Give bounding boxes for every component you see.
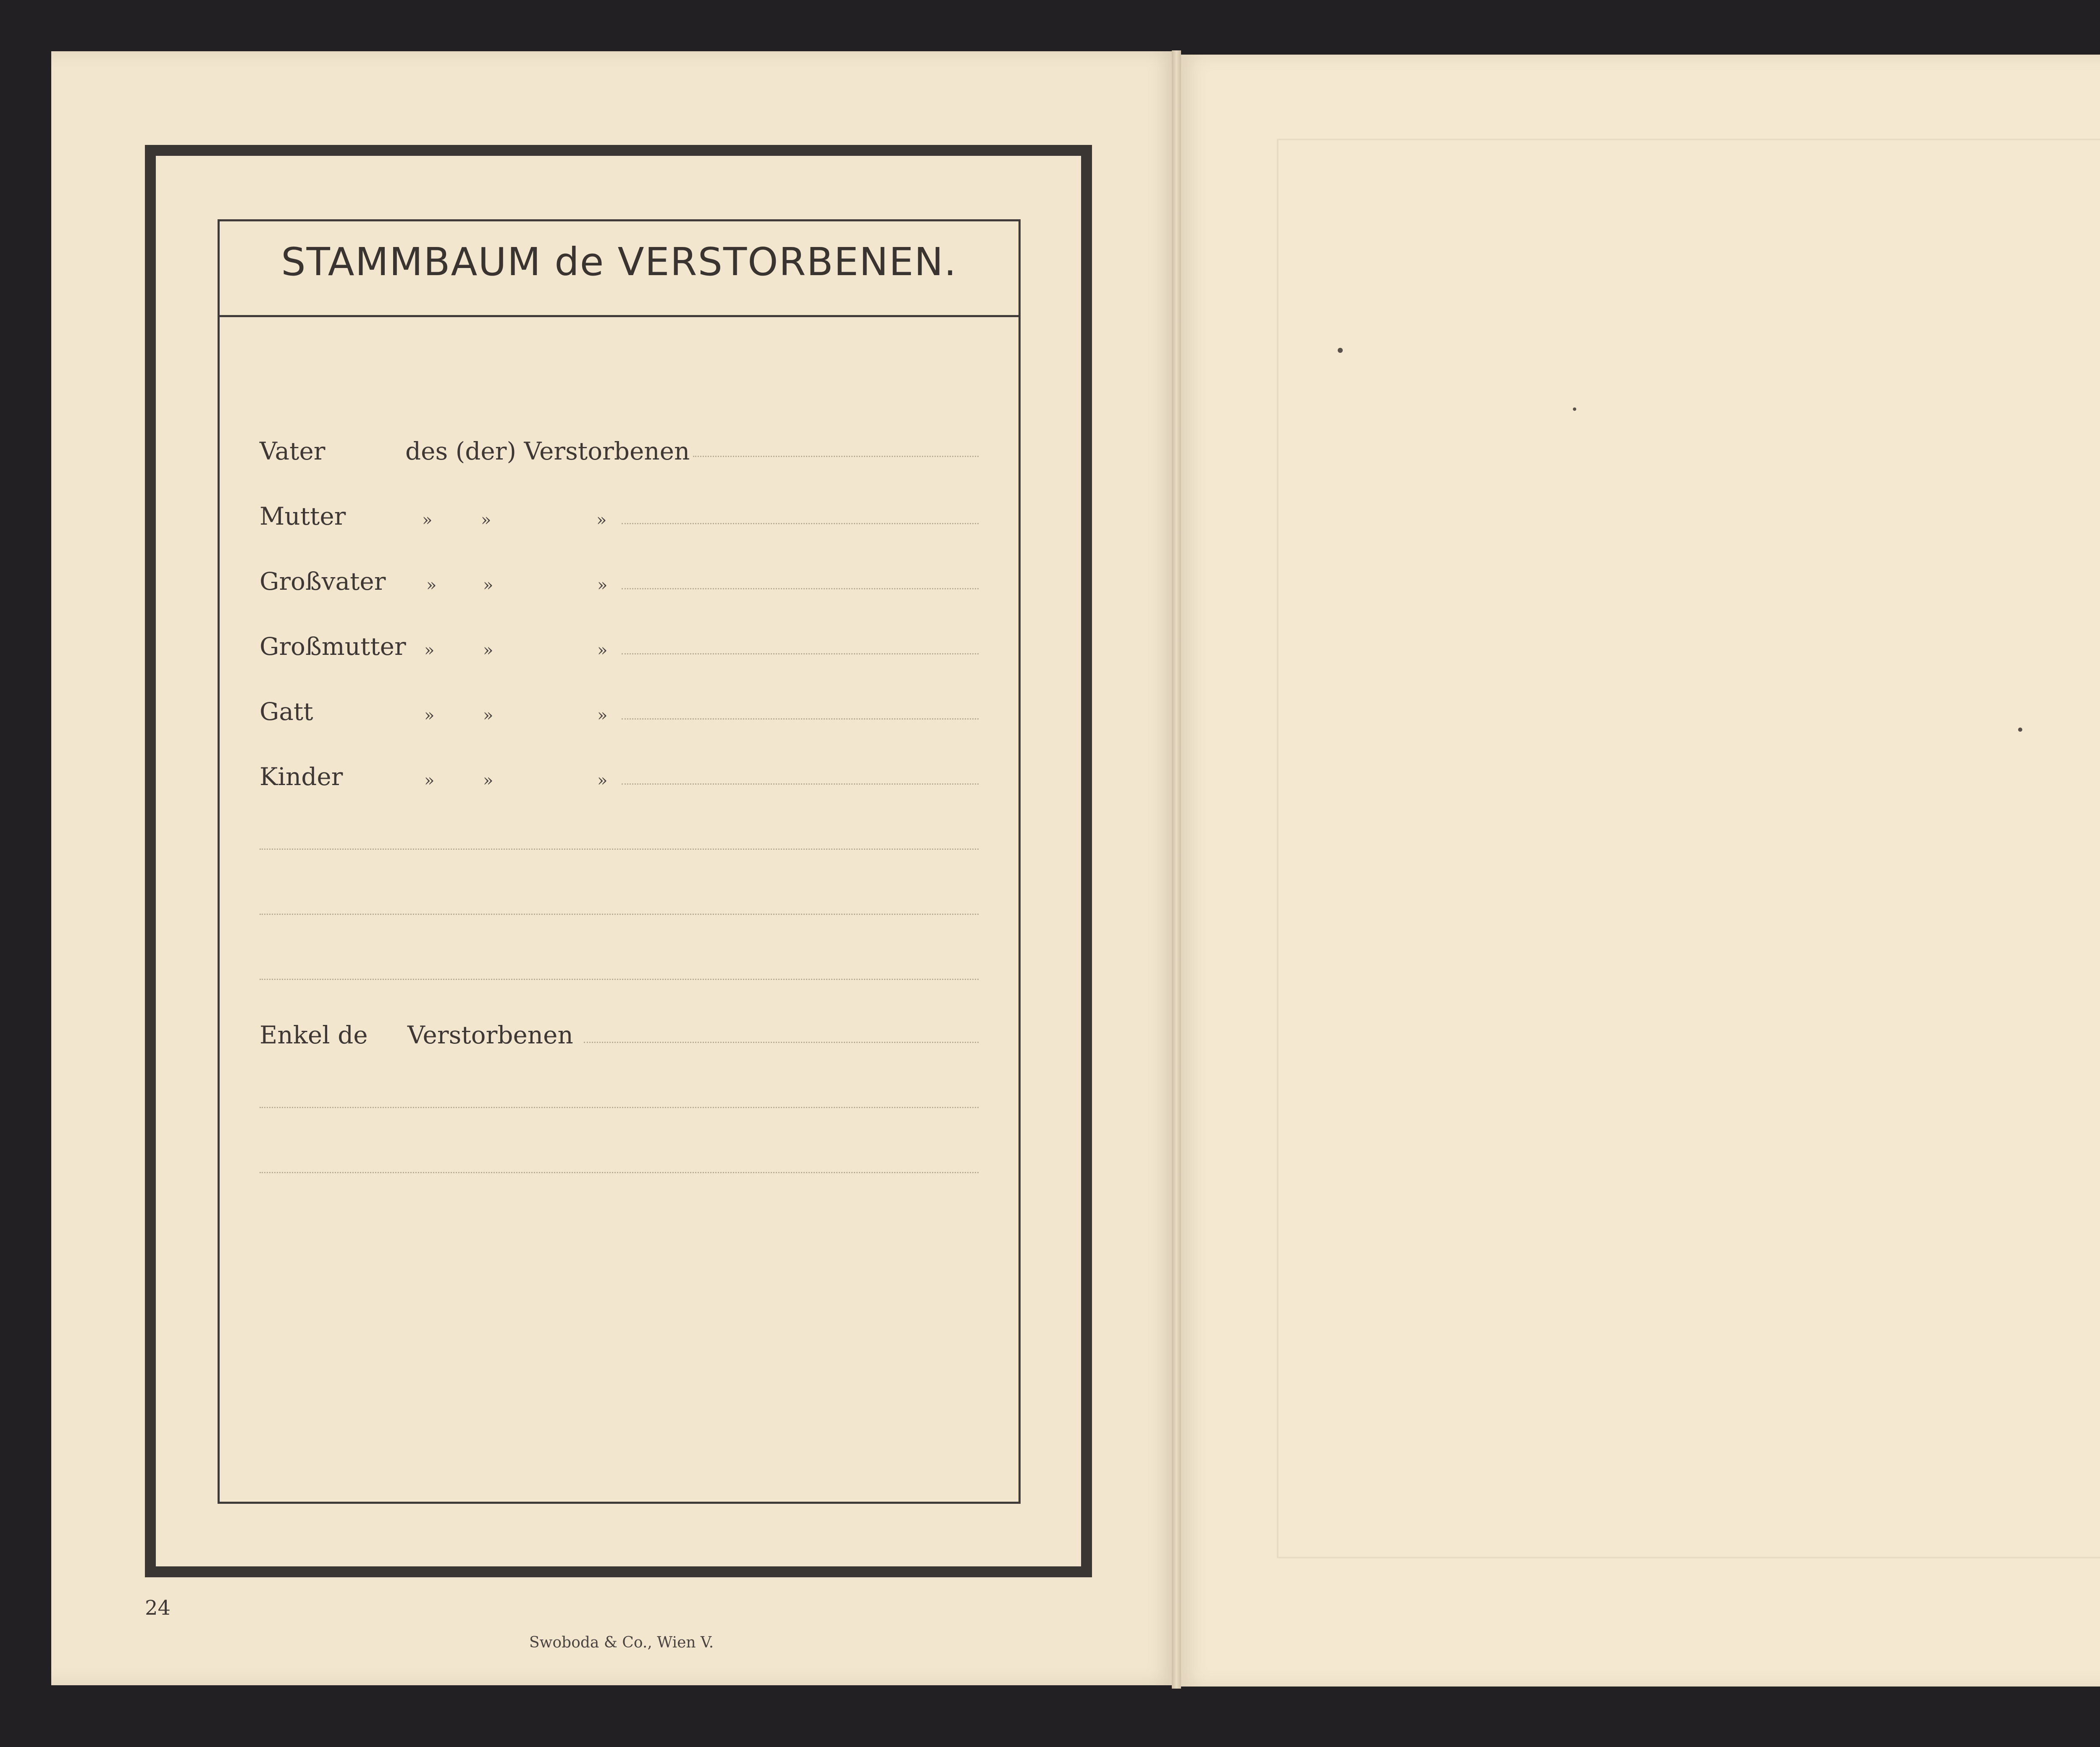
ditto-mark: »	[596, 510, 607, 530]
ditto-mark: »	[597, 575, 608, 595]
row-label-mutter: Mutter	[260, 502, 346, 531]
row-label-grossvater: Großvater	[260, 567, 386, 596]
ditto-mark: »	[483, 575, 494, 595]
fill-line	[693, 456, 979, 457]
ditto-mark: »	[597, 706, 608, 725]
page-title: STAMMBAUM de VERSTORBENEN.	[281, 239, 957, 284]
ditto-mark: »	[424, 706, 435, 725]
fill-line	[260, 1172, 979, 1173]
fill-line	[622, 783, 979, 785]
ditto-mark: »	[426, 575, 437, 595]
row-label-enkel: Enkel de	[260, 1021, 368, 1049]
paper-speck	[1573, 407, 1576, 411]
page-number: 24	[145, 1596, 171, 1620]
ditto-mark: »	[424, 641, 435, 660]
row-suffix-vater: des (der) Verstorbenen	[405, 437, 690, 465]
printer-imprint: Swoboda & Co., Wien V.	[529, 1634, 714, 1651]
fill-line	[260, 914, 979, 915]
book-gutter	[1172, 50, 1181, 1689]
fill-line	[260, 979, 979, 980]
ditto-mark: »	[424, 771, 435, 790]
ditto-mark: »	[481, 510, 491, 530]
fill-line	[622, 653, 979, 654]
ditto-mark: »	[483, 771, 494, 790]
fill-line	[584, 1042, 979, 1043]
fill-line	[260, 1107, 979, 1108]
fill-line	[622, 588, 979, 589]
ditto-mark: »	[483, 641, 494, 660]
fill-line	[260, 849, 979, 850]
ditto-mark: »	[422, 510, 433, 530]
title-rule	[218, 315, 1021, 317]
paper-speck	[1338, 348, 1343, 353]
show-through-frame	[1277, 139, 2100, 1558]
row-label-kinder: Kinder	[260, 762, 343, 791]
fill-line	[622, 718, 979, 720]
paper-speck	[2018, 728, 2022, 732]
ditto-mark: »	[597, 641, 608, 660]
row-suffix-enkel: Verstorbenen	[407, 1021, 573, 1049]
fill-line	[622, 523, 979, 524]
ditto-mark: »	[483, 706, 494, 725]
inner-border	[218, 219, 1021, 1504]
row-label-vater: Vater	[260, 437, 326, 465]
row-label-grossmutter: Großmutter	[260, 632, 406, 661]
row-label-gatt: Gatt	[260, 697, 313, 726]
ditto-mark: »	[597, 771, 608, 790]
